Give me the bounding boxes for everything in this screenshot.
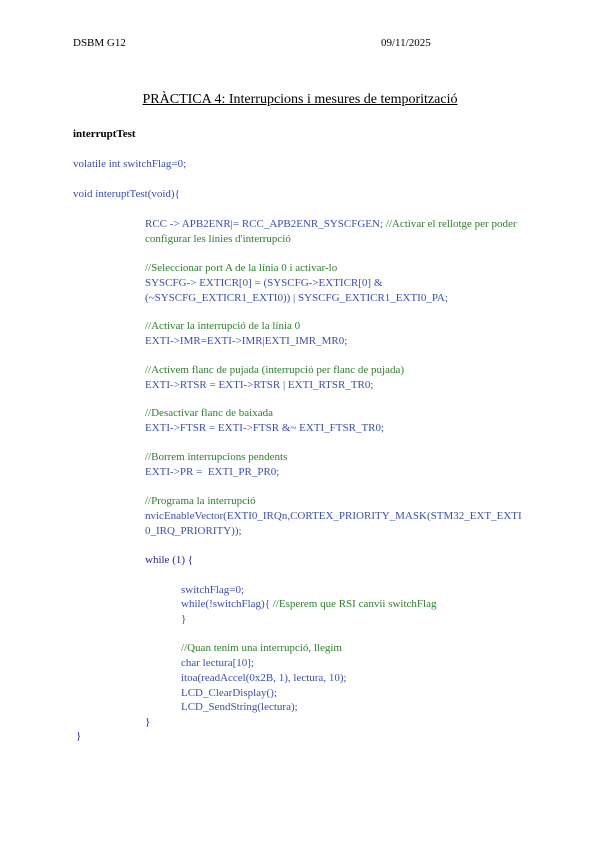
code-line-char-lectura: char lectura[10]; <box>181 657 254 669</box>
code-line-nvic-1: nvicEnableVector(EXTI0_IRQn,CORTEX_PRIORITY_MASK(STM32_EXT_EXTI <box>145 510 522 522</box>
comment-ftsr: //Desactivar flanc de baixada <box>145 407 273 419</box>
rcc-comment: //Activar el rellotge per poder <box>385 218 517 230</box>
code-line-rtsr: EXTI->RTSR = EXTI->RTSR | EXTI_RTSR_TR0; <box>145 379 374 391</box>
comment-read: //Quan tenim una interrupció, llegim <box>181 642 342 654</box>
wait-loop-comment: //Esperem que RSI canvii switchFlag <box>272 598 437 610</box>
code-line-lcd-send: LCD_SendString(lectura); <box>181 701 298 713</box>
rcc-code: RCC -> APB2ENR|= RCC_APB2ENR_SYSCFGEN; <box>145 218 386 230</box>
code-line-wait-loop <box>181 598 436 611</box>
comment-rtsr: //Activem flanc de pujada (interrupció per flanc de pujada) <box>145 364 404 376</box>
comment-imr: //Activar la interrupció de la línia 0 <box>145 320 301 332</box>
code-line-close-while: } <box>145 716 151 728</box>
code-line-close-function: } <box>76 730 82 742</box>
wait-loop-code: while(!switchFlag){ <box>181 598 273 610</box>
page-title <box>0 92 600 108</box>
code-line-function-def: void interuptTest(void){ <box>73 188 180 200</box>
comment-select-port: //Seleccionar port A de la línia 0 i activar-lo <box>145 262 338 274</box>
code-line-imr: EXTI->IMR=EXTI->IMR|EXTI_IMR_MR0; <box>145 335 348 347</box>
comment-nvic: //Programa la interrupció <box>145 495 256 507</box>
code-line-while: while (1) { <box>145 554 194 566</box>
code-line-pr: EXTI->PR = EXTI_PR_PR0; <box>145 466 280 478</box>
code-line-volatile: volatile int switchFlag=0; <box>73 158 187 170</box>
code-line-exticr-1: SYSCFG-> EXTICR[0] = (SYSCFG->EXTICR[0] & <box>145 277 383 289</box>
header-date: 09/11/2025 <box>381 37 431 49</box>
page-title-text: PRÀCTICA 4: Interrupcions i mesures de temporització <box>142 92 458 107</box>
code-line-ftsr: EXTI->FTSR = EXTI->FTSR &~ EXTI_FTSR_TR0; <box>145 422 385 434</box>
code-line-nvic-2: 0_IRQ_PRIORITY)); <box>145 525 242 537</box>
code-line-rcc <box>145 218 517 231</box>
function-name: interruptTest <box>73 128 136 140</box>
code-line-switchflag: switchFlag=0; <box>181 584 245 596</box>
header-left: DSBM G12 <box>73 37 126 49</box>
code-line-itoa: itoa(readAccel(0x2B, 1), lectura, 10); <box>181 672 347 684</box>
comment-pr: //Borrem interrupcions pendents <box>145 451 288 463</box>
rcc-comment-cont: configurar les línies d'interrupció <box>145 233 291 245</box>
code-line-wait-close: } <box>181 613 187 625</box>
code-line-lcd-clear: LCD_ClearDisplay(); <box>181 687 277 699</box>
code-line-exticr-2: (~SYSCFG_EXTICR1_EXTI0)) | SYSCFG_EXTICR1_EXTI0_PA; <box>145 292 448 304</box>
